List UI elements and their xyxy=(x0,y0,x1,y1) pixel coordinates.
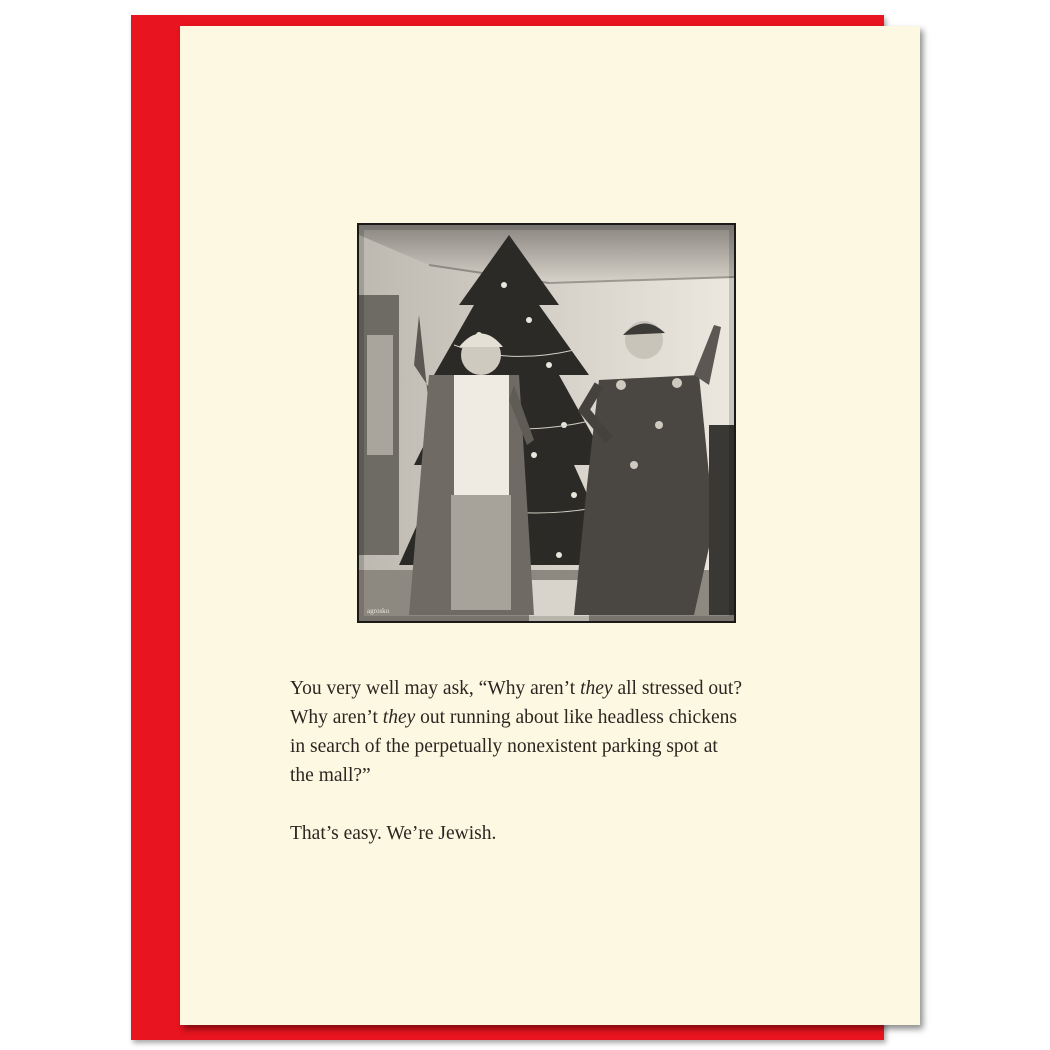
greeting-card xyxy=(180,26,920,1025)
photo-credit: agrosko xyxy=(367,607,390,615)
photo-illustration xyxy=(359,225,734,621)
verse-punchline: That’s easy. We’re Jewish. xyxy=(290,823,497,844)
verse-line-4: the mall?” xyxy=(290,765,371,786)
card-verse xyxy=(290,674,850,848)
verse-line-2: Why aren’t they out running about like headless chickens xyxy=(290,707,737,728)
verse-line-3: in search of the perpetually nonexistent parking spot at xyxy=(290,736,718,757)
vintage-photo xyxy=(357,223,736,623)
verse-line-1: You very well may ask, “Why aren’t they all stressed out? xyxy=(290,678,743,699)
